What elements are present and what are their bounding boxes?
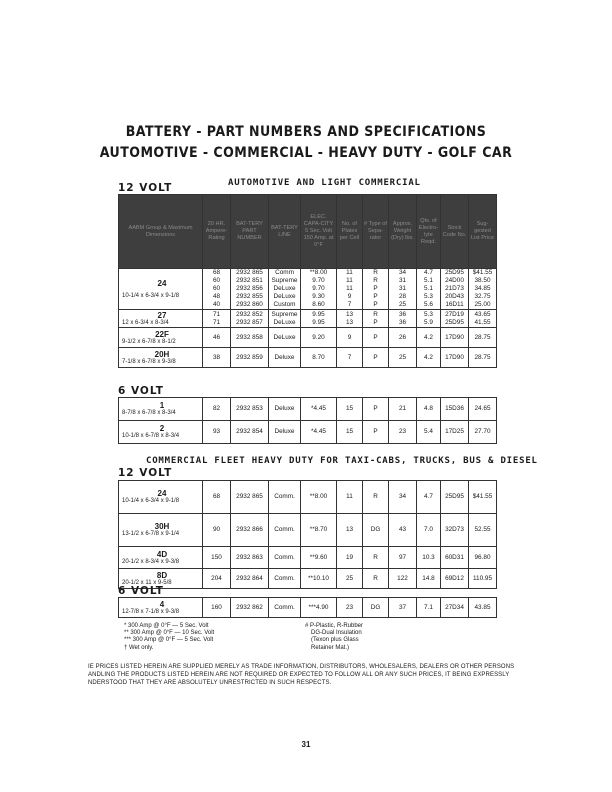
header-battery-line: BAT-TERY LINE [269, 195, 301, 269]
cell: 160 [203, 598, 231, 618]
cell: 28.75 [469, 348, 497, 368]
cell: 25 [337, 569, 363, 589]
multi-cell: $41.55 38.50 34.85 32.75 25.00 [469, 269, 497, 310]
multi-cell: 11 11 11 9 7 [337, 269, 363, 310]
cell: 17D90 [441, 328, 469, 348]
multi-cell: 5.3 5.9 [417, 310, 441, 328]
multi-cell: 25D95 24D00 21D73 20D43 16D11 [441, 269, 469, 310]
group-dims: 8-7/8 x 6-7/8 x 8-3/4 [122, 410, 176, 416]
cell: 21 [389, 398, 417, 421]
cell: 17D25 [441, 421, 469, 444]
cell: Deluxe [269, 398, 301, 421]
header-amp-rating: 20 HR. Ampere-Rating [203, 195, 231, 269]
cell: 122 [389, 569, 417, 589]
section-12-volt-automotive: 12 VOLT [118, 182, 173, 194]
group-label: 22F [155, 329, 169, 339]
cell: Comm. [269, 547, 301, 569]
cell: 15 [337, 398, 363, 421]
footnote: * 300 Amp @ 0°F — 5 Sec. Volt [124, 623, 209, 629]
cell: 34 [389, 481, 417, 514]
cell: Comm. [269, 569, 301, 589]
cell: 93 [203, 421, 231, 444]
cell: 7.1 [417, 598, 441, 618]
footnote: DG-Dual Insulation [311, 630, 362, 637]
group-cell [119, 310, 203, 328]
multi-cell: 27D19 25D95 [441, 310, 469, 328]
heavy-duty-table [118, 480, 497, 589]
cell: 4.2 [417, 348, 441, 368]
cell: 2932 854 [231, 421, 269, 444]
cell: *4.45 [301, 398, 337, 421]
cell: 5.4 [417, 421, 441, 444]
group-dims: 10-1/4 x 6-3/4 x 9-1/8 [122, 292, 180, 299]
group-cell [119, 514, 203, 547]
table-row [119, 569, 497, 589]
multi-cell: **8.00 9.70 9.70 9.30 8.60 [301, 269, 337, 310]
page-title-line-1: BATTERY - PART NUMBERS AND SPECIFICATIONS [125, 124, 487, 140]
page-title-line-2: AUTOMOTIVE - COMMERCIAL - HEAVY DUTY - GOLF CAR [99, 145, 513, 161]
footnote: # P-Plastic, R-Rubber [305, 623, 364, 629]
cell: DeLuxe [269, 328, 301, 348]
cell: Comm. [269, 481, 301, 514]
multi-cell: 2932 852 2932 857 [231, 310, 269, 328]
cell: 2932 866 [231, 514, 269, 547]
multi-cell: 43.65 41.55 [469, 310, 497, 328]
cell: R [363, 481, 389, 514]
group-dims: 20-1/2 x 8-3/4 x 9-3/8 [122, 558, 180, 565]
table-row [119, 269, 497, 310]
table-row [119, 328, 497, 348]
group-dims: 7-1/8 x 6-7/8 x 9-3/8 [122, 358, 176, 365]
multi-cell: 71 71 [203, 310, 231, 328]
group-dims: 9-1/2 x 6-7/8 x 8-1/2 [122, 338, 176, 345]
cell: 204 [203, 569, 231, 589]
cell: 17D90 [441, 348, 469, 368]
group-cell [119, 398, 203, 421]
cell: 2932 864 [231, 569, 269, 589]
cell: 9 [337, 328, 363, 348]
multi-cell: 2932 865 2932 851 2932 856 2932 855 2932 860 [231, 269, 269, 310]
table-row [119, 348, 497, 368]
cell: 15 [337, 421, 363, 444]
cell: **8.00 [301, 481, 337, 514]
cell: 19 [337, 547, 363, 569]
multi-cell: Comm Supreme DeLuxe DeLuxe Custom [269, 269, 301, 310]
footnote: (Texon plus Glass [311, 637, 359, 644]
group-label: 20H [154, 349, 170, 359]
group-label: 30H [154, 522, 170, 531]
table-row [119, 398, 497, 421]
cell: 110.95 [469, 569, 497, 589]
cell: 82 [203, 398, 231, 421]
cell: P [363, 398, 389, 421]
cell: 24.65 [469, 398, 497, 421]
cell: 68 [203, 481, 231, 514]
cell: 38 [203, 348, 231, 368]
multi-cell: 13 13 [337, 310, 363, 328]
cell: Comm. [269, 598, 301, 618]
group-label: 4 [159, 599, 165, 609]
group-label: 2 [159, 424, 165, 433]
disclaimer [88, 663, 608, 687]
disclaimer-line: NDERSTOOD THAT THEY ARE ABSOLUTELY UNRESTRICTED IN SUCH RESPECTS. [88, 680, 332, 686]
header-list-price: Sug-gested List Price [469, 195, 497, 269]
cell: **10.10 [301, 569, 337, 589]
cell: 14.8 [417, 569, 441, 589]
cell: 2932 859 [231, 348, 269, 368]
cell: 2932 863 [231, 547, 269, 569]
table-row [119, 481, 497, 514]
cell: 52.55 [469, 514, 497, 547]
cell: 2932 853 [231, 398, 269, 421]
cell: 7.0 [417, 514, 441, 547]
cell: 4.7 [417, 481, 441, 514]
cell: 27.70 [469, 421, 497, 444]
multi-cell: 36 36 [389, 310, 417, 328]
cell: 10.3 [417, 547, 441, 569]
group-label: 24 [157, 489, 167, 498]
multi-cell: 9.95 9.95 [301, 310, 337, 328]
group-cell [119, 421, 203, 444]
cell: **8.70 [301, 514, 337, 547]
footnote: † Wet only. [124, 644, 154, 651]
cell: R [363, 569, 389, 589]
cell: ***4.90 [301, 598, 337, 618]
group-dims: 10-1/4 x 6-3/4 x 9-1/8 [122, 498, 180, 504]
header-group: AABM Group & Maximum Dimensions [119, 195, 203, 269]
cell: P [363, 421, 389, 444]
header-row [119, 195, 497, 269]
cell: 4.2 [417, 328, 441, 348]
footnote: Retainer Mat.) [311, 644, 350, 651]
group-cell [119, 481, 203, 514]
disclaimer-line: IE PRICES LISTED HEREIN ARE SUPPLIED MERELY AS TRADE INFORMATION, DISTRIBUTORS, WHOLESALERS, DEALERS OR OTHER PERSONS [88, 664, 515, 670]
header-stock-code: Stock Code No. [441, 195, 469, 269]
cell: 2932 865 [231, 481, 269, 514]
cell: 60D31 [441, 547, 469, 569]
cell: 4.8 [417, 398, 441, 421]
table-row [119, 598, 497, 618]
header-part-number: BAT-TERY PART NUMBER [231, 195, 269, 269]
section-heading-heavy-duty: COMMERCIAL FLEET HEAVY DUTY FOR TAXI-CABS, TRUCKS, BUS & DIESEL [146, 456, 538, 466]
group-dims: 10-1/8 x 6-7/8 x 8-3/4 [122, 433, 180, 439]
cell: 150 [203, 547, 231, 569]
cell: R [363, 547, 389, 569]
group-dims: 12 x 6-3/4 x 8-3/4 [122, 319, 169, 326]
group-dims: 20-1/2 x 11 x 9-5/8 [122, 579, 172, 586]
cell: 43 [389, 514, 417, 547]
group-label: 27 [157, 310, 167, 320]
cell: 90 [203, 514, 231, 547]
automotive-6-volt-table [118, 397, 497, 444]
footnote: *** 300 Amp @ 0°F — 5 Sec. Volt [124, 637, 214, 644]
cell: 28.75 [469, 328, 497, 348]
footnotes-right [305, 623, 363, 652]
cell: 7 [337, 348, 363, 368]
header-elec-capacity: ELEC. CAPA-CITY 5 Sec. Volt 150 Amp. at 0°F [301, 195, 337, 269]
group-cell [119, 269, 203, 310]
cell: Comm. [269, 514, 301, 547]
cell: 43.85 [469, 598, 497, 618]
multi-cell: R P [363, 310, 389, 328]
cell: 23 [337, 598, 363, 618]
cell: 96.80 [469, 547, 497, 569]
automotive-table [118, 194, 497, 368]
cell: DG [363, 514, 389, 547]
group-cell [119, 547, 203, 569]
group-label: 1 [159, 401, 165, 410]
group-cell [119, 328, 203, 348]
cell: 15D36 [441, 398, 469, 421]
cell: 27D34 [441, 598, 469, 618]
cell: 8.70 [301, 348, 337, 368]
cell: 13 [337, 514, 363, 547]
cell: 9.20 [301, 328, 337, 348]
group-label: 8D [156, 570, 168, 580]
cell: 32D73 [441, 514, 469, 547]
cell: 97 [389, 547, 417, 569]
table-row [119, 514, 497, 547]
cell: $41.55 [469, 481, 497, 514]
cell: 23 [389, 421, 417, 444]
cell: Deluxe [269, 421, 301, 444]
table-row [119, 547, 497, 569]
section-6-volt-heavy-duty: 6 VOLT [118, 585, 164, 597]
multi-cell: 68 60 60 48 40 [203, 269, 231, 310]
group-dims: 12-7/8 x 7-1/8 x 9-3/8 [122, 608, 180, 615]
cell: 2932 862 [231, 598, 269, 618]
page-number: 31 [301, 740, 311, 749]
cell: 2932 858 [231, 328, 269, 348]
multi-cell: 4.7 5.1 5.1 5.3 5.6 [417, 269, 441, 310]
group-dims: 13-1/2 x 6-7/8 x 9-1/4 [122, 531, 180, 537]
cell: 37 [389, 598, 417, 618]
header-electrolyte: Qts. of Electro-lyte Reqd. [417, 195, 441, 269]
cell: P [363, 328, 389, 348]
cell: DG [363, 598, 389, 618]
cell: Deluxe [269, 348, 301, 368]
cell: **9.60 [301, 547, 337, 569]
heavy-duty-6-volt-table [118, 597, 497, 618]
footnote: ** 300 Amp @ 0°F — 10 Sec. Volt [124, 630, 215, 637]
cell: P [363, 348, 389, 368]
header-weight: Approx. Weight (Dry) lbs. [389, 195, 417, 269]
table-row [119, 310, 497, 328]
cell: 69D12 [441, 569, 469, 589]
group-label: 4D [156, 549, 168, 559]
group-label: 24 [157, 278, 167, 288]
section-12-volt-heavy-duty: 12 VOLT [118, 467, 173, 479]
footnotes-left [124, 623, 214, 652]
group-cell [119, 598, 203, 618]
table-row [119, 421, 497, 444]
multi-cell: 34 31 31 28 25 [389, 269, 417, 310]
header-separator: # Type of Sepa-rator [363, 195, 389, 269]
group-cell [119, 348, 203, 368]
cell: 25D95 [441, 481, 469, 514]
disclaimer-line: ANDLING THE PRODUCTS LISTED HEREIN ARE NOT REQUIRED OR EXPECTED TO FOLLOW ALL OR ANY SUCH PRICES, IT BEING EXPRESSLY [88, 672, 510, 678]
cell: 25 [389, 348, 417, 368]
header-plates: No. of Plates per Cell [337, 195, 363, 269]
multi-cell: Supreme DeLuxe [269, 310, 301, 328]
cell: *4.45 [301, 421, 337, 444]
cell: 46 [203, 328, 231, 348]
section-6-volt-automotive: 6 VOLT [118, 385, 164, 397]
multi-cell: R R P P P [363, 269, 389, 310]
cell: 11 [337, 481, 363, 514]
cell: 26 [389, 328, 417, 348]
section-heading-automotive: AUTOMOTIVE AND LIGHT COMMERCIAL [228, 178, 421, 188]
